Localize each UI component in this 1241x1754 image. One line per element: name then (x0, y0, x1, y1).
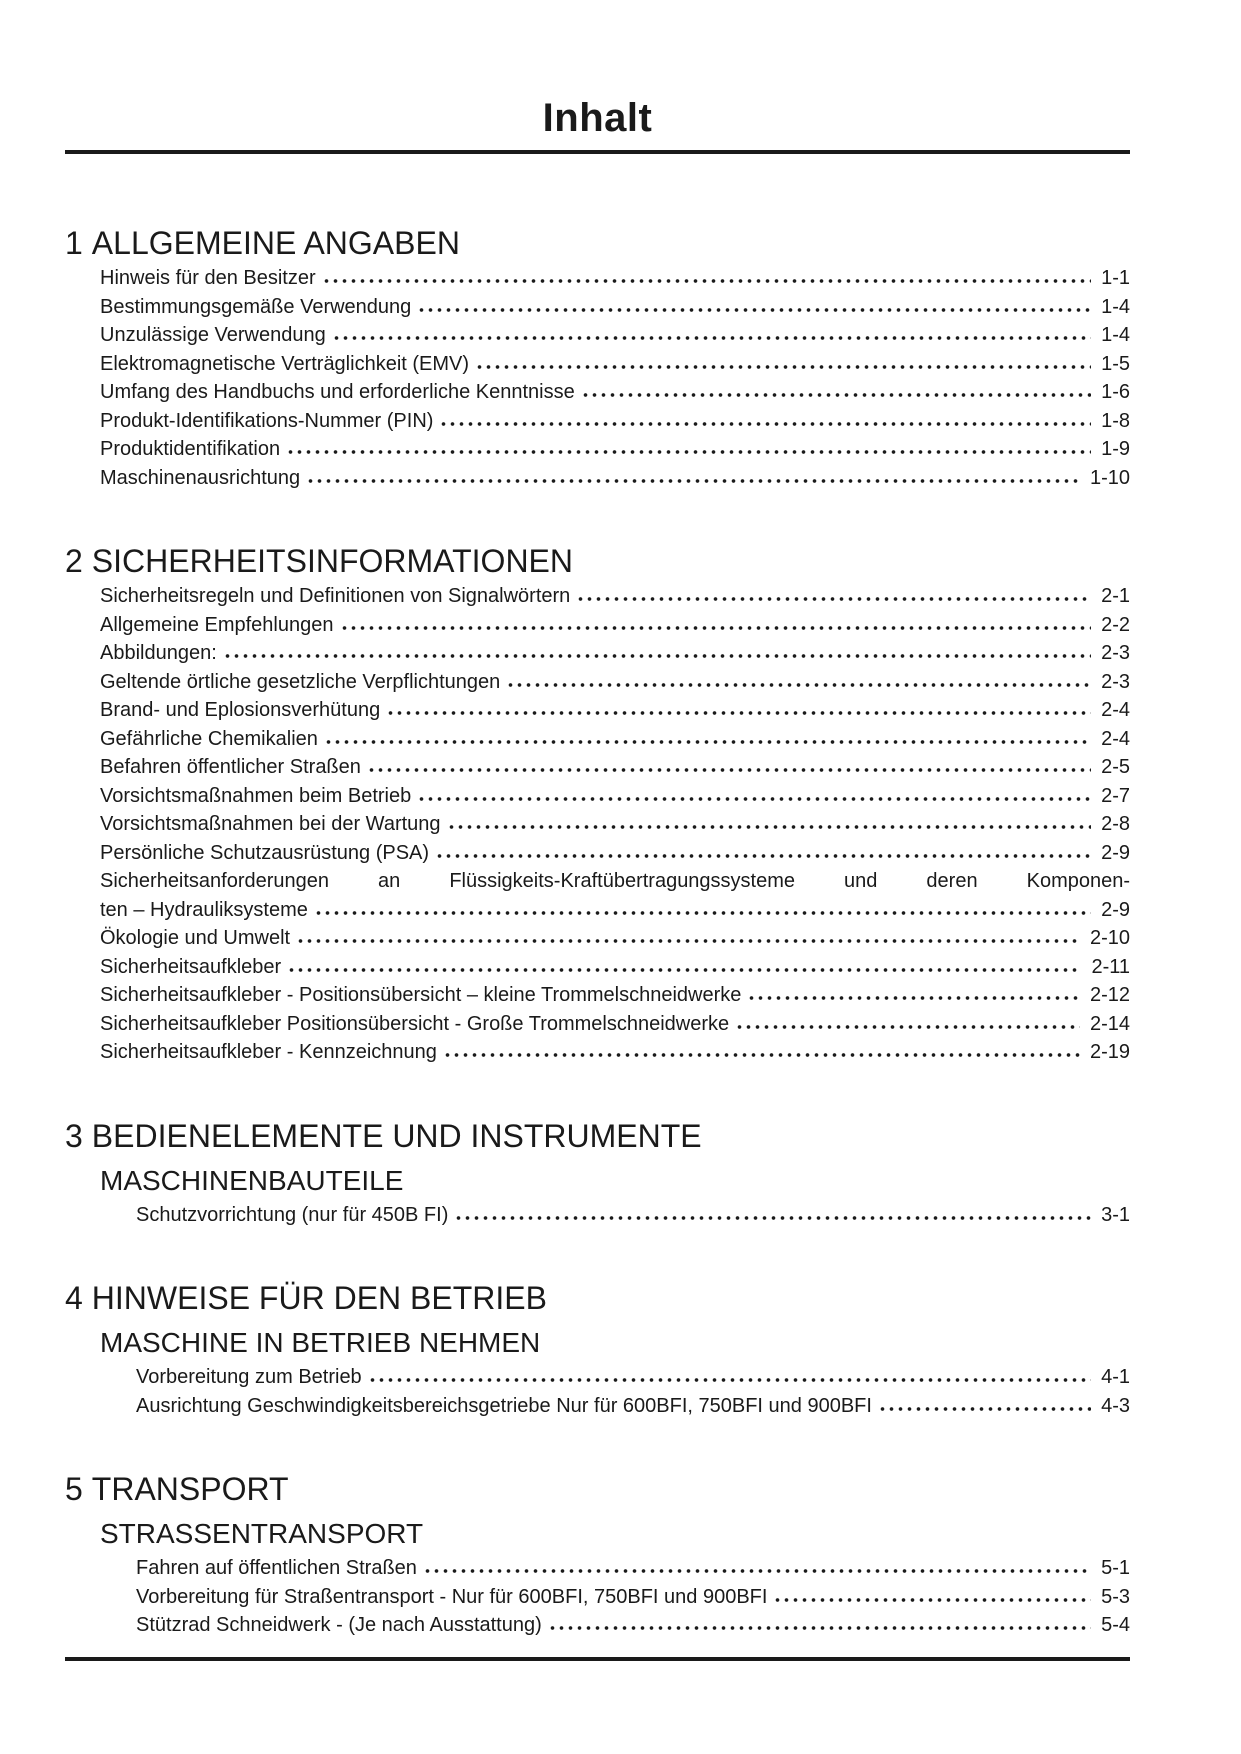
toc-entry-line (100, 753, 1130, 782)
toc-entry-label: Fahren auf öffentlichen Straßen (136, 1557, 417, 1579)
toc-entry (100, 350, 1130, 379)
toc-entry-page: 1-4 (1101, 324, 1130, 346)
toc-entry-page: 2-1 (1101, 585, 1130, 607)
toc-section (65, 542, 1130, 1067)
bottom-rule (65, 1657, 1130, 1661)
toc-entry-page: 2-7 (1101, 784, 1130, 807)
toc-entry-line (136, 1363, 1130, 1392)
toc-entry-page: 1-4 (1101, 295, 1130, 318)
dot-leader (773, 1597, 1091, 1603)
toc-entry-label: Sicherheitsaufkleber (100, 955, 282, 978)
toc-entry-line (100, 696, 1130, 725)
toc-entry (100, 668, 1130, 697)
section-entries (65, 264, 1130, 492)
toc-entry-label: Ökologie und Umwelt (100, 927, 291, 949)
toc-entry-page: 2-4 (1101, 699, 1130, 721)
dot-leader (735, 1024, 1080, 1030)
section-heading (65, 1279, 1130, 1317)
toc-entry-line (100, 464, 1130, 493)
dot-leader (475, 364, 1091, 370)
toc-entry (100, 782, 1130, 811)
subsection-entries (65, 1554, 1130, 1640)
toc-entry-label: Umfang des Handbuchs und erforderliche Kenntnisse (100, 381, 575, 403)
toc-entry (100, 293, 1130, 322)
toc-entry-line (136, 1201, 1130, 1230)
toc-entry-page: 1-8 (1101, 409, 1130, 432)
dot-leader (417, 307, 1091, 313)
dot-leader (314, 910, 1091, 916)
toc-entry-line (100, 435, 1130, 464)
toc-entry-label: Brand- und Eplosionsverhütung (100, 699, 381, 721)
section-title: SICHERHEITSINFORMATIONEN (91, 543, 573, 579)
toc-section (65, 1117, 1130, 1230)
toc-entry-label: Sicherheitsregeln und Definitionen von Signalwörtern (100, 585, 571, 607)
toc-entry (100, 725, 1130, 754)
toc-entry-line (136, 1583, 1130, 1612)
toc-entry (100, 639, 1130, 668)
toc-entry-page: 2-9 (1101, 841, 1130, 864)
section-title: TRANSPORT (91, 1471, 289, 1507)
toc-entry-page: 1-9 (1101, 438, 1130, 460)
toc-entry-page: 4-1 (1101, 1366, 1130, 1388)
toc-entry-line (100, 293, 1130, 322)
section-number: 1 (65, 225, 83, 261)
section-number: 2 (65, 543, 83, 579)
section-heading (65, 224, 1130, 262)
toc-entry (100, 810, 1130, 839)
dot-leader (332, 335, 1091, 341)
toc-entry-line (100, 810, 1130, 839)
toc-entry (100, 264, 1130, 293)
toc-entry-page: 2-12 (1089, 984, 1130, 1006)
toc-entry (100, 696, 1130, 725)
toc-entry (136, 1583, 1130, 1612)
toc-entry-label: Sicherheitsaufkleber Positionsübersicht - Große Trommelschneidwerke (100, 1012, 730, 1035)
toc-section (65, 1470, 1130, 1640)
toc-entry-line (100, 782, 1130, 811)
toc-entry-line (136, 1554, 1130, 1583)
toc-subsection (65, 1518, 1130, 1640)
toc-entry (136, 1392, 1130, 1421)
dot-leader (878, 1406, 1091, 1412)
toc-entry (100, 1010, 1130, 1039)
toc-entry-page: 2-3 (1101, 642, 1130, 664)
section-entries (65, 582, 1130, 1067)
toc-entry-label: Vorbereitung für Straßentransport - Nur für 600BFI, 750BFI und 900BFI (136, 1585, 768, 1608)
toc-entry-label: Befahren öffentlicher Straßen (100, 756, 361, 778)
toc-entry-line (100, 924, 1130, 953)
toc-entry-line (100, 407, 1130, 436)
toc-entry (100, 378, 1130, 407)
toc-entry-page: 5-1 (1101, 1557, 1130, 1579)
section-title: HINWEISE FÜR DEN BETRIEB (91, 1280, 547, 1316)
toc-entry-line (100, 953, 1130, 982)
toc-entry (136, 1554, 1130, 1583)
subsection-heading: MASCHINENBAUTEILE (100, 1164, 404, 1196)
toc-entry-line (100, 378, 1130, 407)
toc-entry-label: Allgemeine Empfehlungen (100, 613, 334, 636)
subsection-entries (65, 1201, 1130, 1230)
toc-entry-label-wrapped: Sicherheitsanforderungen an Flüssigkeits-Kraftübertragungssysteme und deren Komponen- (100, 870, 1130, 892)
section-title: BEDIENELEMENTE UND INSTRUMENTE (91, 1117, 702, 1154)
toc-entry-label: Produktidentifikation (100, 438, 281, 460)
section-number: 4 (65, 1280, 83, 1316)
toc-entry-line (100, 1010, 1130, 1039)
toc-entry (100, 753, 1130, 782)
toc-entry-page: 1-6 (1101, 381, 1130, 403)
toc-entry-line (100, 350, 1130, 379)
toc-entry-line (100, 839, 1130, 868)
dot-leader (340, 625, 1092, 631)
toc-entry-line (100, 321, 1130, 350)
toc-entry-label: Vorbereitung zum Betrieb (136, 1366, 362, 1388)
page-title: Inhalt (542, 96, 653, 140)
subsection-heading: STRASSENTRANSPORT (100, 1518, 424, 1549)
dot-leader (423, 1568, 1091, 1574)
toc-entry-line (100, 582, 1130, 611)
toc-entry-label: Gefährliche Chemikalien (100, 727, 318, 750)
page-content (65, 0, 1130, 1640)
toc-entry-line (100, 611, 1130, 640)
dot-leader (306, 478, 1080, 484)
toc-entry-label: Vorsichtsmaßnahmen beim Betrieb (100, 784, 412, 807)
toc-entry-page: 2-3 (1101, 670, 1130, 693)
toc-entry-page: 5-3 (1101, 1585, 1130, 1608)
dot-leader (322, 278, 1091, 284)
toc-entry (136, 1611, 1130, 1640)
toc-entry-page: 2-2 (1101, 613, 1130, 636)
toc-section (65, 224, 1130, 492)
toc-entry-page: 5-4 (1101, 1614, 1130, 1636)
section-number: 5 (65, 1471, 83, 1507)
toc-section (65, 1279, 1130, 1420)
dot-leader (576, 596, 1091, 602)
dot-leader (506, 682, 1091, 688)
top-rule (65, 150, 1130, 154)
dot-leader (581, 392, 1091, 398)
dot-leader (287, 967, 1081, 973)
toc-entry-label: Sicherheitsaufkleber - Kennzeichnung (100, 1041, 437, 1063)
toc-entry-page: 1-5 (1101, 352, 1130, 375)
toc-entry (100, 435, 1130, 464)
dot-leader (324, 739, 1091, 745)
dot-leader (435, 853, 1091, 859)
toc-entry-page: 1-1 (1101, 267, 1130, 289)
toc-entry-label: Bestimmungsgemäße Verwendung (100, 295, 412, 318)
toc-entry-line (100, 668, 1130, 697)
subsection-heading: MASCHINE IN BETRIEB NEHMEN (100, 1327, 541, 1358)
subsection-entries (65, 1363, 1130, 1420)
toc-entry (100, 407, 1130, 436)
toc-entry-line (100, 264, 1130, 293)
toc-entry (100, 953, 1130, 982)
toc-entry-page: 2-8 (1101, 813, 1130, 835)
dot-leader (443, 1052, 1080, 1058)
toc-entry-line (136, 1392, 1130, 1421)
toc-entry-page: 2-19 (1089, 1041, 1130, 1063)
toc-entry-line (100, 725, 1130, 754)
toc-entry-label: Stützrad Schneidwerk - (Je nach Ausstattung) (136, 1614, 542, 1636)
toc-entry (100, 464, 1130, 493)
dot-leader (296, 938, 1080, 944)
toc-entry-line (100, 639, 1130, 668)
section-heading (65, 542, 1130, 580)
toc-entry (100, 924, 1130, 953)
dot-leader (367, 767, 1091, 773)
toc-entry-label: Sicherheitsaufkleber - Positionsübersicht – kleine Trommelschneidwerke (100, 984, 742, 1006)
toc-subsection (65, 1327, 1130, 1420)
dot-leader (454, 1215, 1091, 1221)
dot-leader (368, 1377, 1091, 1383)
section-number: 3 (65, 1117, 83, 1154)
table-of-contents (65, 224, 1130, 1640)
toc-entry-page: 1-10 (1089, 466, 1130, 489)
toc-entry-label: Persönliche Schutzausrüstung (PSA) (100, 841, 430, 864)
dot-leader (747, 995, 1080, 1001)
toc-entry-page: 2-4 (1101, 727, 1130, 750)
toc-entry-page: 2-11 (1091, 955, 1130, 978)
toc-entry (136, 1363, 1130, 1392)
toc-entry (100, 611, 1130, 640)
dot-leader (286, 449, 1091, 455)
dot-leader (417, 796, 1091, 802)
section-heading (65, 1470, 1130, 1508)
toc-entry-page: 2-5 (1101, 756, 1130, 778)
section-title: ALLGEMEINE ANGABEN (91, 225, 460, 261)
toc-entry (100, 321, 1130, 350)
toc-entry-label: Maschinenausrichtung (100, 466, 301, 489)
dot-leader (386, 710, 1091, 716)
toc-entry (136, 1201, 1130, 1230)
toc-entry (100, 981, 1130, 1010)
toc-entry-label: Hinweis für den Besitzer (100, 267, 316, 289)
toc-entry-label: Produkt-Identifikations-Nummer (PIN) (100, 409, 434, 432)
toc-entry-line (100, 1038, 1130, 1067)
toc-entry-label: Unzulässige Verwendung (100, 324, 326, 346)
dot-leader (447, 824, 1092, 830)
toc-entry-line (136, 1611, 1130, 1640)
toc-entry-page: 2-10 (1089, 927, 1130, 949)
toc-subsection (65, 1165, 1130, 1230)
toc-entry-line (100, 896, 1130, 925)
toc-entry-label: Geltende örtliche gesetzliche Verpflichtungen (100, 670, 501, 693)
toc-entry-page: 2-9 (1101, 898, 1130, 921)
toc-entry (100, 839, 1130, 868)
dot-leader (223, 653, 1091, 659)
toc-entry-label: Vorsichtsmaßnahmen bei der Wartung (100, 813, 441, 835)
section-heading (65, 1117, 1130, 1155)
toc-entry-label: ten – Hydrauliksysteme (100, 898, 308, 921)
dot-leader (548, 1625, 1091, 1631)
toc-entry (100, 867, 1130, 924)
toc-entry-page: 2-14 (1089, 1012, 1130, 1035)
toc-entry (100, 582, 1130, 611)
toc-entry-page: 4-3 (1101, 1394, 1130, 1417)
toc-entry-label: Abbildungen: (100, 642, 217, 664)
toc-entry-label: Schutzvorrichtung (nur für 450B FI) (136, 1203, 449, 1226)
toc-entry-label: Elektromagnetische Verträglichkeit (EMV) (100, 352, 470, 375)
toc-entry-page: 3-1 (1101, 1203, 1130, 1226)
toc-entry-label: Ausrichtung Geschwindigkeitsbereichsgetriebe Nur für 600BFI, 750BFI und 900BFI (136, 1394, 872, 1417)
toc-entry-line (100, 981, 1130, 1010)
dot-leader (439, 421, 1091, 427)
toc-entry (100, 1038, 1130, 1067)
